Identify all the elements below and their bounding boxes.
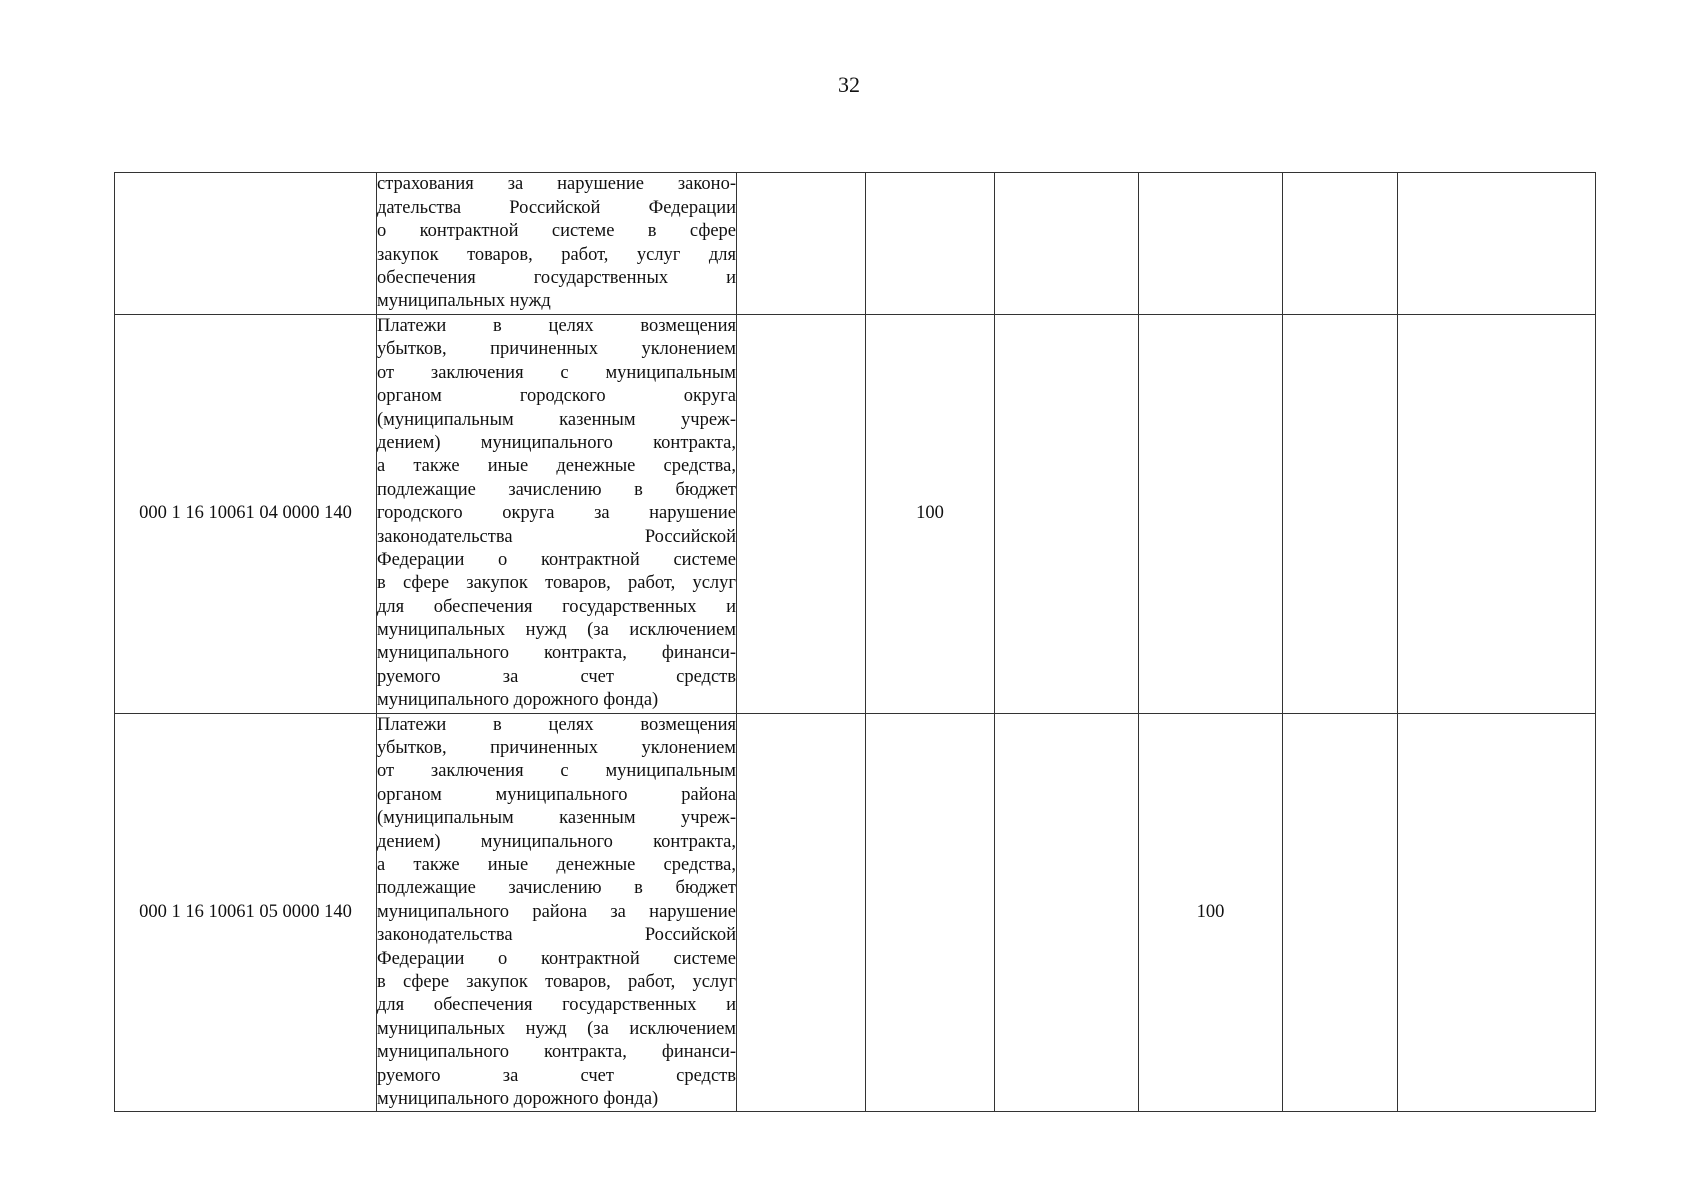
table-row bbox=[115, 315, 1596, 714]
value-cell bbox=[737, 173, 866, 315]
description-line: а также иные денежные средства, bbox=[377, 854, 736, 875]
description-line: убытков, причиненных уклонением bbox=[377, 738, 736, 759]
description-line: муниципальных нужд bbox=[377, 291, 551, 312]
description-line: руемого за счет средств bbox=[377, 666, 736, 687]
description-line: муниципального дорожного фонда) bbox=[377, 690, 659, 711]
value-cell bbox=[1283, 173, 1398, 315]
value-cell bbox=[866, 713, 995, 1112]
value-cell bbox=[1398, 173, 1596, 315]
description-line: муниципальных нужд (за исключением bbox=[377, 1018, 736, 1039]
description-line: муниципального контракта, финанси- bbox=[377, 643, 736, 664]
description-cell bbox=[377, 315, 737, 714]
description-line: в сфере закупок товаров, работ, услуг bbox=[377, 971, 736, 992]
description-line: Платежи в целях возмещения bbox=[377, 714, 736, 735]
description-line: в сфере закупок товаров, работ, услуг bbox=[377, 573, 736, 594]
description-line: а также иные денежные средства, bbox=[377, 456, 736, 477]
budget-code-cell: 000 1 16 10061 04 0000 140 bbox=[115, 315, 377, 714]
page-number: 32 bbox=[838, 72, 860, 97]
description-cell bbox=[377, 713, 737, 1112]
description-line: органом муниципального района bbox=[377, 784, 736, 805]
budget-codes-table bbox=[114, 172, 1596, 1112]
description-line: Федерации о контрактной системе bbox=[377, 948, 736, 969]
description-line: обеспечения государственных и bbox=[377, 267, 736, 288]
description-line: городского округа за нарушение bbox=[377, 503, 736, 524]
description-line: убытков, причиненных уклонением bbox=[377, 339, 736, 360]
description-line: муниципальных нужд (за исключением bbox=[377, 620, 736, 641]
description-line: для обеспечения государственных и bbox=[377, 596, 736, 617]
value-cell bbox=[737, 713, 866, 1112]
description-line: от заключения с муниципальным bbox=[377, 761, 736, 782]
description-line: подлежащие зачислению в бюджет bbox=[377, 878, 736, 899]
value-cell bbox=[737, 315, 866, 714]
description-line: (муниципальным казенным учреж- bbox=[377, 808, 736, 829]
value-cell bbox=[1398, 713, 1596, 1112]
description-line: о контрактной системе в сфере bbox=[377, 221, 736, 242]
description-line: законодательства Российской bbox=[377, 925, 736, 946]
table-row bbox=[115, 713, 1596, 1112]
value-cell: 100 bbox=[866, 315, 995, 714]
description-line: для обеспечения государственных и bbox=[377, 995, 736, 1016]
description-line: дением) муниципального контракта, bbox=[377, 432, 736, 453]
description-line: законодательства Российской bbox=[377, 526, 736, 547]
description-line: руемого за счет средств bbox=[377, 1065, 736, 1086]
value-cell bbox=[1139, 173, 1283, 315]
description-line: подлежащие зачислению в бюджет bbox=[377, 479, 736, 500]
description-line: от заключения с муниципальным bbox=[377, 362, 736, 383]
budget-code-cell: 000 1 16 10061 05 0000 140 bbox=[115, 713, 377, 1112]
description-line: (муниципальным казенным учреж- bbox=[377, 409, 736, 430]
value-cell bbox=[1283, 315, 1398, 714]
description-line: Платежи в целях возмещения bbox=[377, 316, 736, 336]
value-cell bbox=[995, 713, 1139, 1112]
description-line: Федерации о контрактной системе bbox=[377, 549, 736, 570]
value-cell bbox=[1398, 315, 1596, 714]
table-row bbox=[115, 173, 1596, 315]
description-line: органом городского округа bbox=[377, 386, 736, 407]
description-line: закупок товаров, работ, услуг для bbox=[377, 244, 736, 265]
description-line: муниципального района за нарушение bbox=[377, 901, 736, 922]
value-cell bbox=[866, 173, 995, 315]
description-line: страхования за нарушение законо- bbox=[377, 174, 736, 195]
value-cell: 100 bbox=[1139, 713, 1283, 1112]
value-cell bbox=[995, 315, 1139, 714]
value-cell bbox=[995, 173, 1139, 315]
description-line: муниципального дорожного фонда) bbox=[377, 1088, 659, 1109]
budget-code-cell bbox=[115, 173, 377, 315]
value-cell bbox=[1139, 315, 1283, 714]
description-line: дением) муниципального контракта, bbox=[377, 831, 736, 852]
description-cell bbox=[377, 173, 737, 315]
description-line: дательства Российской Федерации bbox=[377, 197, 736, 218]
value-cell bbox=[1283, 713, 1398, 1112]
description-line: муниципального контракта, финанси- bbox=[377, 1042, 736, 1063]
